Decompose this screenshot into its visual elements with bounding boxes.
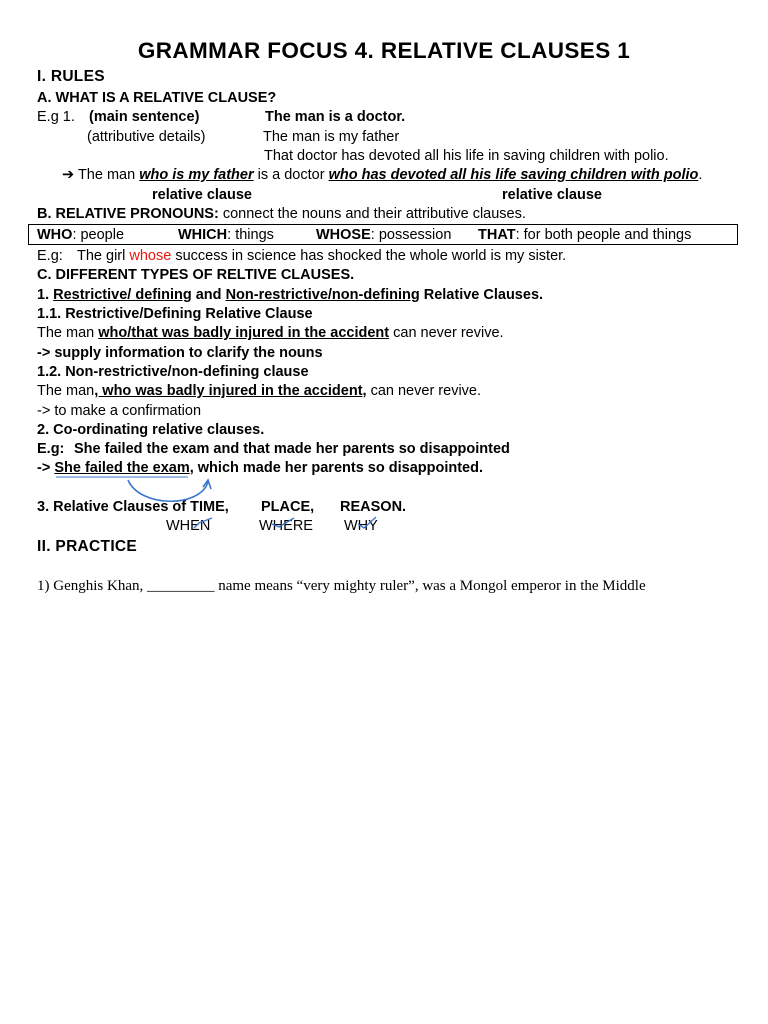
relative-clause-label-2: relative clause bbox=[502, 187, 602, 203]
detail-sentence-1: The man is my father bbox=[263, 129, 400, 145]
type-3-heading: 3. Relative Clauses of TIME, bbox=[37, 499, 229, 515]
type-3-where: WHERE bbox=[259, 518, 313, 534]
example-label: E.g 1. bbox=[37, 109, 75, 125]
relative-clause-1: who is my father bbox=[139, 167, 254, 183]
pronoun-who: WHO: people bbox=[37, 227, 125, 243]
pronoun-that: THAT: for both people and things bbox=[478, 227, 692, 243]
non-defining-clause: , who was badly injured in the accident, bbox=[94, 383, 367, 399]
pronoun-which: WHICH: things bbox=[178, 227, 274, 243]
example-2-label: E.g: bbox=[37, 248, 63, 264]
relative-clause-label-1: relative clause bbox=[152, 187, 252, 203]
part-b-text: connect the nouns and their attributive clauses. bbox=[218, 206, 526, 222]
relative-clause-2: who has devoted all his life saving children with polio bbox=[328, 167, 699, 183]
arrow-right-icon: ➔ bbox=[62, 167, 75, 183]
type-3-when: WHEN bbox=[166, 518, 211, 534]
combined-part-1: The man bbox=[77, 167, 140, 183]
subsection-1-2-note: -> to make a confirmation bbox=[37, 403, 202, 419]
combined-part-2: is a doctor bbox=[253, 167, 329, 183]
type-2-example-label: E.g: bbox=[37, 441, 65, 457]
type-3-reason: REASON. bbox=[340, 499, 407, 515]
detail-sentence-2: That doctor has devoted all his life in saving children with polio. bbox=[264, 148, 669, 164]
defining-clause: who/that was badly injured in the accident bbox=[98, 325, 390, 341]
attributive-label: (attributive details) bbox=[87, 129, 206, 145]
practice-question-1: 1) Genghis Khan, _________ name means “very mighty ruler”, was a Mongol emperor in the Middle bbox=[37, 578, 646, 594]
main-sentence: The man is a doctor. bbox=[265, 109, 406, 125]
section-rules-heading: I. RULES bbox=[37, 68, 105, 85]
part-b-heading: B. RELATIVE PRONOUNS: bbox=[37, 206, 219, 222]
subsection-1-2-example: The man, who was badly injured in the accident, can never revive. bbox=[37, 383, 482, 399]
subsection-1-1-note: -> supply information to clarify the nouns bbox=[37, 345, 323, 361]
subsection-1-1-example: The man who/that was badly injured in the accident can never revive. bbox=[37, 325, 504, 341]
part-a-heading: A. WHAT IS A RELATIVE CLAUSE? bbox=[37, 90, 277, 106]
arrowhead-annotation bbox=[203, 480, 211, 489]
type-2-result: -> She failed the exam, which made her parents so disappointed. bbox=[37, 460, 483, 476]
type-2-example: She failed the exam and that made her parents so disappointed bbox=[74, 441, 510, 457]
type-1-heading: 1. Restrictive/ defining and Non-restrictive/non-defining Relative Clauses. bbox=[37, 287, 544, 303]
subsection-1-2-heading: 1.2. Non-restrictive/non-defining clause bbox=[37, 364, 309, 380]
section-practice-heading: II. PRACTICE bbox=[37, 538, 138, 555]
type-3-why: WHY bbox=[344, 518, 378, 534]
combined-end: . bbox=[698, 167, 703, 183]
main-sentence-label: (main sentence) bbox=[89, 109, 200, 125]
combined-sentence bbox=[62, 166, 702, 184]
example-2-sentence: The girl whose success in science has shocked the whole world is my sister. bbox=[77, 248, 567, 264]
type-2-heading: 2. Co-ordinating relative clauses. bbox=[37, 422, 265, 438]
pronoun-whose: WHOSE: possession bbox=[316, 227, 452, 243]
part-c-heading: C. DIFFERENT TYPES OF RELTIVE CLAUSES. bbox=[37, 267, 355, 283]
part-b-line bbox=[37, 205, 526, 223]
page-title: GRAMMAR FOCUS 4. RELATIVE CLAUSES 1 bbox=[137, 38, 631, 63]
subsection-1-1-heading: 1.1. Restrictive/Defining Relative Clause bbox=[37, 306, 313, 322]
type-3-place: PLACE, bbox=[261, 499, 315, 515]
whose-highlight: whose bbox=[129, 248, 172, 264]
